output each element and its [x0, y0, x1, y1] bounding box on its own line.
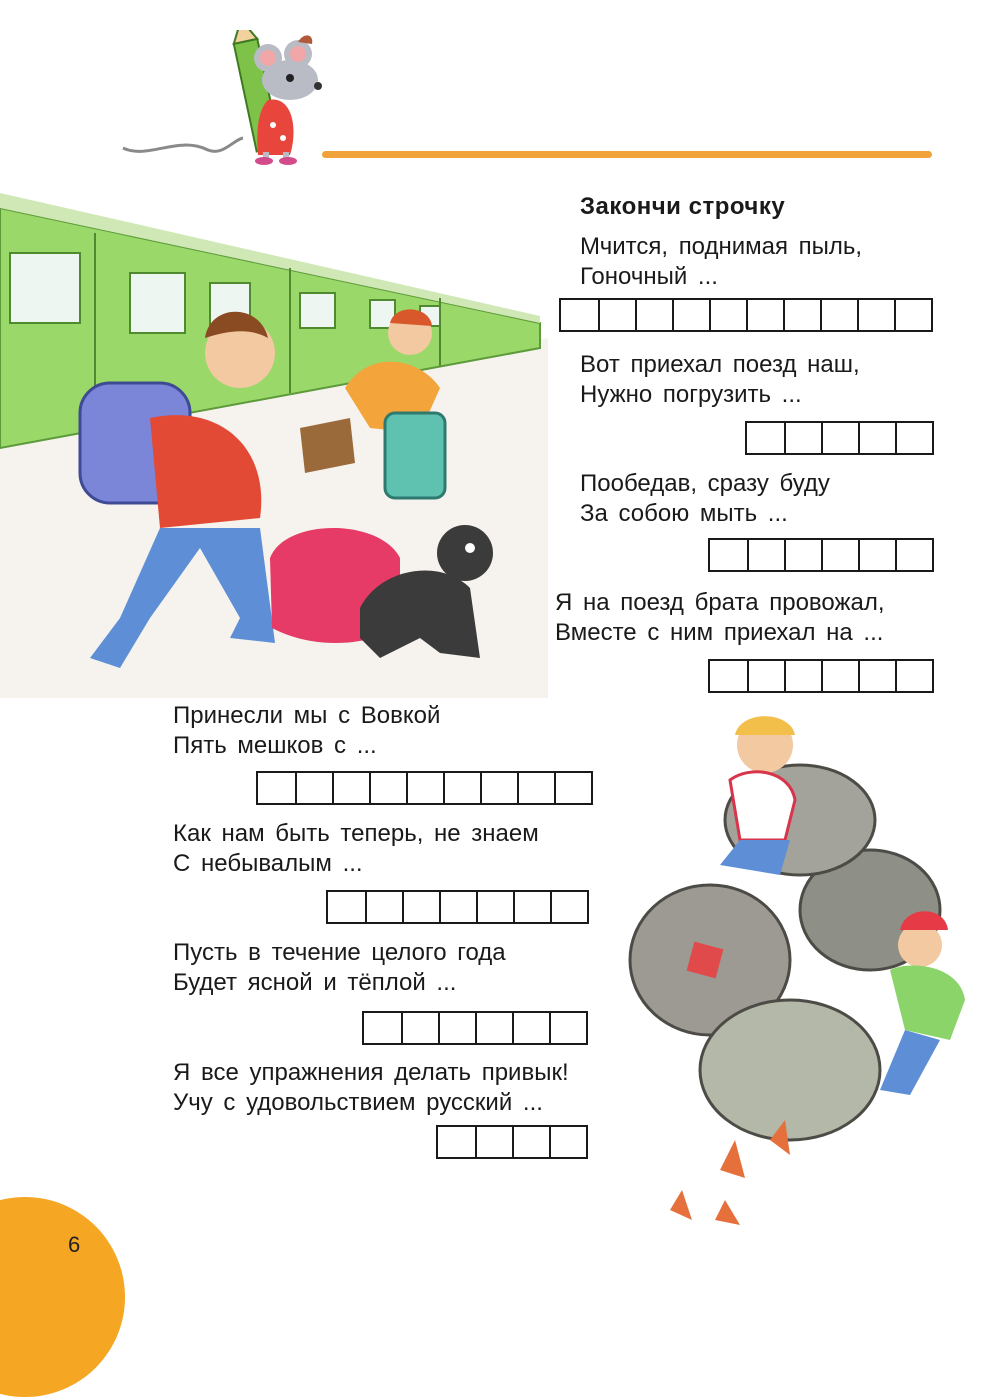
letter-box[interactable] — [784, 423, 821, 453]
riddle-7-line-1: Пусть в течение целого года — [173, 939, 506, 966]
letter-box[interactable] — [480, 773, 517, 803]
page-number: 6 — [68, 1232, 81, 1257]
riddle-6-line-2: С небывалым ... — [173, 850, 363, 877]
letter-box[interactable] — [550, 892, 587, 922]
letter-box[interactable] — [858, 423, 895, 453]
letter-box[interactable] — [561, 300, 598, 330]
letter-box[interactable] — [820, 300, 857, 330]
riddle-2-line-1: Вот приехал поезд наш, — [580, 351, 860, 378]
letter-box[interactable] — [747, 540, 784, 570]
letter-box[interactable] — [549, 1013, 586, 1043]
riddle-7 — [173, 938, 506, 998]
letter-box[interactable] — [438, 1013, 475, 1043]
letter-box[interactable] — [443, 773, 480, 803]
answer-boxes-3[interactable] — [708, 538, 934, 572]
letter-box[interactable] — [512, 1013, 549, 1043]
train-station-illustration — [0, 188, 548, 698]
letter-box[interactable] — [476, 892, 513, 922]
riddle-1-line-2: Гоночный ... — [580, 263, 718, 290]
letter-box[interactable] — [295, 773, 332, 803]
bags-illustration — [620, 700, 980, 1245]
letter-box[interactable] — [783, 300, 820, 330]
letter-box[interactable] — [672, 300, 709, 330]
letter-box[interactable] — [821, 661, 858, 691]
letter-box[interactable] — [512, 1127, 549, 1157]
letter-box[interactable] — [598, 300, 635, 330]
letter-box[interactable] — [709, 300, 746, 330]
riddle-8 — [173, 1058, 569, 1118]
letter-box[interactable] — [821, 540, 858, 570]
letter-box[interactable] — [475, 1013, 512, 1043]
riddle-4-line-1: Я на поезд брата провожал, — [555, 589, 885, 616]
riddle-6 — [173, 819, 539, 879]
answer-boxes-7[interactable] — [362, 1011, 588, 1045]
answer-boxes-2[interactable] — [745, 421, 934, 455]
letter-box[interactable] — [332, 773, 369, 803]
riddle-1 — [580, 232, 862, 292]
letter-box[interactable] — [858, 540, 895, 570]
riddle-3-line-2: За собою мыть ... — [580, 500, 788, 527]
letter-box[interactable] — [710, 540, 747, 570]
letter-box[interactable] — [438, 1127, 475, 1157]
riddle-5-line-2: Пять мешков с ... — [173, 732, 377, 759]
letter-box[interactable] — [365, 892, 402, 922]
letter-box[interactable] — [821, 423, 858, 453]
riddle-1-line-1: Мчится, поднимая пыль, — [580, 233, 863, 260]
letter-box[interactable] — [895, 661, 932, 691]
letter-box[interactable] — [364, 1013, 401, 1043]
riddle-2-line-2: Нужно погрузить ... — [580, 381, 802, 408]
letter-box[interactable] — [439, 892, 476, 922]
letter-box[interactable] — [858, 661, 895, 691]
exercise-title: Закончи строчку — [580, 193, 786, 220]
letter-box[interactable] — [635, 300, 672, 330]
letter-box[interactable] — [402, 892, 439, 922]
riddle-4 — [555, 588, 885, 648]
riddle-6-line-1: Как нам быть теперь, не знаем — [173, 820, 539, 847]
riddle-8-line-2: Учу с удовольствием русский ... — [173, 1089, 543, 1116]
header-divider — [322, 151, 932, 158]
letter-box[interactable] — [784, 540, 821, 570]
mouse-with-pencil-illustration — [118, 30, 338, 165]
letter-box[interactable] — [475, 1127, 512, 1157]
riddle-2 — [580, 350, 860, 410]
letter-box[interactable] — [549, 1127, 586, 1157]
letter-box[interactable] — [258, 773, 295, 803]
letter-box[interactable] — [895, 423, 932, 453]
letter-box[interactable] — [747, 423, 784, 453]
letter-box[interactable] — [784, 661, 821, 691]
letter-box[interactable] — [401, 1013, 438, 1043]
answer-boxes-1[interactable] — [559, 298, 933, 332]
letter-box[interactable] — [895, 540, 932, 570]
letter-box[interactable] — [517, 773, 554, 803]
riddle-3-line-1: Пообедав, сразу буду — [580, 470, 830, 497]
riddle-5-line-1: Принесли мы с Вовкой — [173, 702, 441, 729]
letter-box[interactable] — [710, 661, 747, 691]
letter-box[interactable] — [857, 300, 894, 330]
letter-box[interactable] — [747, 661, 784, 691]
letter-box[interactable] — [554, 773, 591, 803]
riddle-3 — [580, 469, 830, 529]
riddle-7-line-2: Будет ясной и тёплой ... — [173, 969, 457, 996]
answer-boxes-6[interactable] — [326, 890, 589, 924]
answer-boxes-5[interactable] — [256, 771, 593, 805]
riddle-8-line-1: Я все упражнения делать привык! — [173, 1059, 569, 1086]
answer-boxes-8[interactable] — [436, 1125, 588, 1159]
letter-box[interactable] — [328, 892, 365, 922]
letter-box[interactable] — [746, 300, 783, 330]
page-corner-decoration — [0, 1197, 125, 1397]
riddle-4-line-2: Вместе с ним приехал на ... — [555, 619, 884, 646]
letter-box[interactable] — [894, 300, 931, 330]
letter-box[interactable] — [513, 892, 550, 922]
riddle-5 — [173, 701, 440, 761]
letter-box[interactable] — [406, 773, 443, 803]
letter-box[interactable] — [369, 773, 406, 803]
answer-boxes-4[interactable] — [708, 659, 934, 693]
